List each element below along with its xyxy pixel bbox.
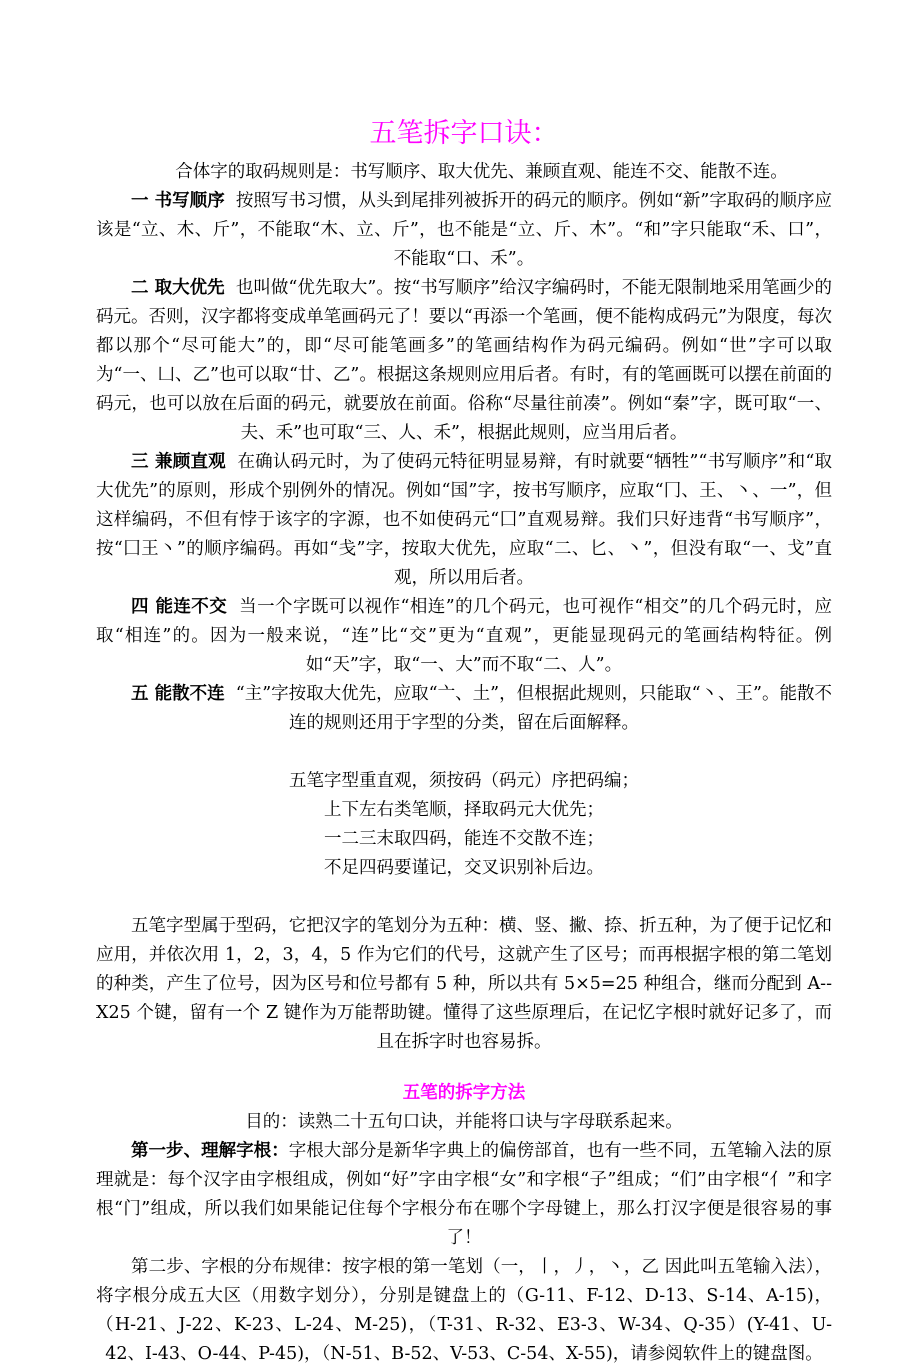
rule-1-body: 按照写书习惯，从头到尾排列被拆开的码元的顺序。例如“新”字取码的顺序应该是“立、木、斤”，不能取“木、立、斤”，也不能是“立、斤、木”。“和”字只能取“禾、口”，不能取“口、禾”。 xyxy=(96,191,832,269)
poem-line: 上下左右类笔顺，择取码元大优先； xyxy=(324,800,604,820)
rule-2 xyxy=(96,274,832,448)
purpose-line: 目的：读熟二十五句口诀，并能将口诀与字母联系起来。 xyxy=(245,1112,683,1132)
intro-paragraph: 合体字的取码规则是：书写顺序、取大优先、兼顾直观、能连不交、能散不连。 xyxy=(175,162,788,182)
step-1 xyxy=(96,1137,832,1253)
rule-3-body: 在确认码元时，为了使码元特征明显易辩，有时就要“牺牲”“书写顺序”和“取大优先”的原则，形成个别例外的情况。例如“国”字，按书写顺序，应取“冂、王、丶、一”，但这样编码，不但有悖于该字的字源，也不如使码元“囗”直观易辩。我们只好违背“书写顺序”，按“囗王丶”的顺序编码。再如“戋”字，按取大优先，应取“二、匕、丶”，但没有取“一、戈”直观，所以用后者。 xyxy=(96,452,832,588)
poem-line: 不足四码要谨记，交叉识别补后边。 xyxy=(324,858,604,878)
rule-2-head: 二 取大优先 xyxy=(131,278,225,298)
document-page xyxy=(96,114,832,1369)
step-1-body: 字根大部分是新华字典上的偏傍部首，也有一些不同，五笔输入法的原理就是：每个汉字由字根组成，例如“好”字由字根“女”和字根“子”组成；“们”由字根“亻”和字根“门”组成，所以我们如果能记住每个字根分布在哪个字母键上，那么打汉字便是很容易的事了！ xyxy=(96,1141,833,1248)
step-2: 第二步、字根的分布规律：按字根的第一笔划（一，丨，丿，丶，乙 因此叫五笔输入法），将字根分成五大区（用数字划分），分别是键盘上的（G-11、F-12、D-13、S-14、A-15)，（H-21、J-22、K-23、L-24、M-25)，（T-31、R-32、E3-3、W-34、Q-35）(Y-41、U-42、I-43、O-44、P-45)，（N-51、B-52、V-53、C-54、X-55)，请参阅软件上的键盘图。 xyxy=(96,1257,832,1364)
step-1-head: 第一步、理解字根： xyxy=(131,1141,289,1161)
zixing-paragraph: 五笔字型属于型码，它把汉字的笔划分为五种：横、竖、撇、捺、折五种，为了便于记忆和应用，并依次用 1，2，3，4，5 作为它们的代号，这就产生了区号；而再根据字根的第二笔划的种类，产生了位号，因为区号和位号都有 5 种，所以共有 5×5=25 种组合，继而分配到 A--X25 个键，留有一个 Z 键作为万能帮助键。懂得了这些原理后，在记忆字根时就好记多了，而且在拆字时也容易拆。 xyxy=(96,916,832,1052)
rule-3-head: 三 兼顾直观 xyxy=(131,452,226,472)
rule-3 xyxy=(96,448,832,593)
rule-4-body: 当一个字既可以视作“相连”的几个码元，也可视作“相交”的几个码元时，应取“相连”的。因为一般来说，“连”比“交”更为“直观”，更能显现码元的笔画结构特征。例如“天”字，取“一、大”而不取“二、人”。 xyxy=(96,597,832,675)
rule-2-body: 也叫做“优先取大”。按“书写顺序”给汉字编码时，不能无限制地采用笔画少的码元。否则，汉字都将变成单笔画码元了！要以“再添一个笔画，便不能构成码元”为限度，每次都以那个“尽可能大”的，即“尽可能笔画多”的笔画结构作为码元编码。例如“世”字可以取为“一、凵、乙”也可以取“廿、乙”。根据这条规则应用后者。有时，有的笔画既可以摆在前面的码元，也可以放在后面的码元，就要放在前面。俗称“尽量往前凑”。例如“秦”字，既可取“一、夫、禾”也可取“三、人、禾”，根据此规则，应当用后者。 xyxy=(96,278,832,443)
rule-5 xyxy=(96,680,832,738)
rule-1 xyxy=(96,187,832,274)
rule-5-body: “主”字按取大优先，应取“亠、土”，但根据此规则，只能取“丶、王”。能散不连的规则还用于字型的分类，留在后面解释。 xyxy=(235,684,832,733)
rule-4-head: 四 能连不交 xyxy=(131,597,228,617)
poem-line: 一二三末取四码，能连不交散不连； xyxy=(324,829,604,849)
poem-line: 五笔字型重直观，须按码（码元）序把码编； xyxy=(289,771,639,791)
rule-4 xyxy=(96,593,832,680)
mnemonic-poem xyxy=(96,767,832,883)
page-title: 五笔拆字口诀： xyxy=(369,118,559,149)
method-title: 五笔的拆字方法 xyxy=(402,1083,526,1103)
rule-1-head: 一 书写顺序 xyxy=(131,191,225,211)
rule-5-head: 五 能散不连 xyxy=(131,684,225,704)
